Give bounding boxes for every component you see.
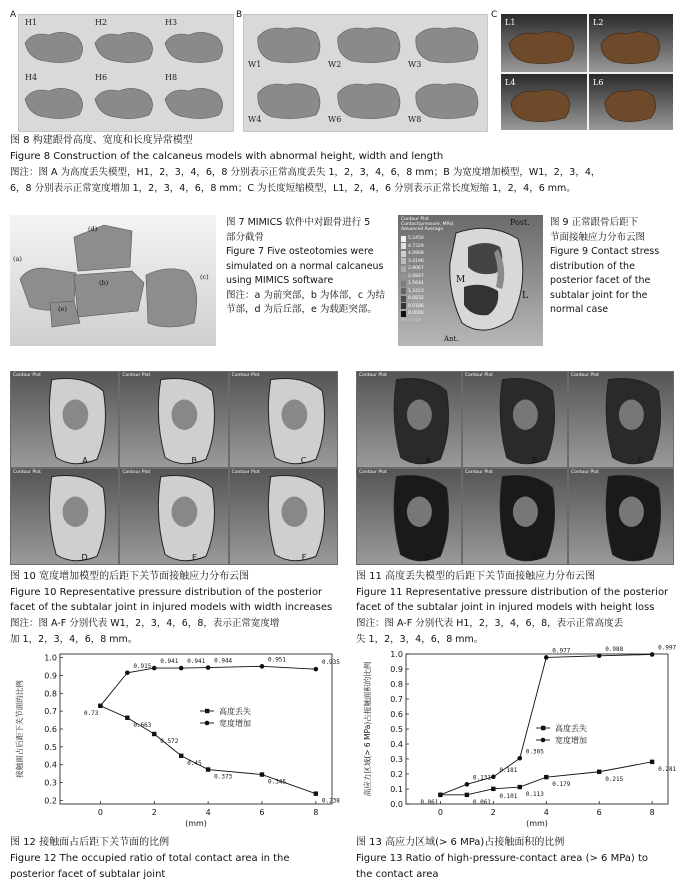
y-tick-label: 0.3 [390,755,403,764]
data-label: 0.305 [525,748,544,756]
fig10-contour-panel [11,469,118,564]
data-point [517,756,522,761]
contour-plot-header: Contour Plot [571,470,599,475]
x-tick-label: 0 [437,808,443,817]
model-label-l2: L2 [593,18,604,27]
fig8-panel-c-letter: C [491,10,498,20]
x-tick-label: 0 [97,808,103,817]
fig10-contour-panel [230,469,337,564]
fig13-title-en-1: Figure 13 Ratio of high-pressure-contact area (> 6 MPa) to [356,853,649,864]
data-label: 0.73 [83,709,99,717]
contour-plot-header: Contour Plot [571,373,599,378]
fig11-en-line1: Figure 11 Representative pressure distribution of the posterior [356,587,669,598]
fig11-contour-panel [357,372,461,467]
fig8-panel-b-letter: B [236,10,243,20]
contour-plot-header: Contour Plot [231,470,260,475]
y-tick-label: 0.4 [44,760,57,770]
fig11-contour-panel [357,469,461,564]
legend-marker [205,721,210,726]
fig9-legend-value: 3.4196 [408,258,424,264]
data-point [260,772,264,776]
y-tick-label: 0.1 [390,785,403,794]
y-tick-label: 1.0 [44,653,57,663]
fig7-caption-line: 节部，d 为后丘部，e 为载距突部。 [226,304,377,315]
model-label-h6: H6 [95,73,108,82]
fig7-caption [226,216,394,318]
data-label: 0.663 [133,721,152,729]
contour-panel-letter: F [638,553,644,562]
fig10-note-line1: 图注：图 A-F 分别代表 W1，2，3，4，6，8，表示正常宽度增 [10,618,280,629]
y-tick-label: 0.4 [390,740,403,749]
model-label-h8: H8 [165,73,178,82]
data-label: 0.179 [552,781,571,789]
segment-label-a: (a) [13,255,22,263]
y-tick-label: 0.0 [390,800,403,809]
fig8-title-cn: 图 8 构建跟骨高度、宽度和长度异常模型 [10,135,193,146]
fig10-contour-panel [120,372,227,467]
y-tick-label: 0.7 [390,695,403,704]
fig10-note-line2: 加 1，2，3，4，6，8 mm。 [10,634,138,645]
fig12-title-en-1: Figure 12 The occupied ratio of total contact area in the [10,853,290,864]
fig9-caption-line: normal case [550,304,609,315]
fig10-en-line1: Figure 10 Representative pressure distribution of the posterior [10,587,323,598]
legend-marker [205,709,209,713]
fig9-caption [550,216,680,318]
osteotomy-segments [20,225,197,327]
data-point [206,767,210,771]
data-label: 0.131 [472,774,491,782]
data-point [125,670,130,675]
fig9-caption-line: distribution of the [550,260,635,272]
fig9-label-m: M [456,275,466,285]
data-point [544,655,549,660]
data-label: 0.061 [472,798,491,806]
data-point [544,775,548,779]
fig9-caption-line: 图 9 正常跟骨后距下 [550,217,639,228]
data-label: 0.101 [499,792,518,800]
fig12-title-en-2: posterior facet of subtalar joint [10,869,166,880]
fig12-title-cn: 图 12 接触面占后距下关节面的比例 [10,837,170,848]
fig8-note-line2: 6，8 分别表示正常宽度增加 1，2，3，4，6，8 mm；C 为长度短缩模型，L1，2，4，6 分别表示正常长度短缩 1，2，4，6 mm。 [10,183,576,194]
data-label: 0.915 [133,662,152,670]
fig10-title-cn: 图 10 宽度增加模型的后距下关节面接触应力分布云图 [10,571,250,582]
data-point [465,793,469,797]
fig9-label-ant: Ant. [444,335,459,343]
contour-plot-header: Contour Plot [465,373,493,378]
data-label: 0.238 [321,797,340,805]
model-label-h1: H1 [25,18,38,27]
contour-facet-shape [569,372,673,467]
fig9-legend-value: 0.0000 [408,311,424,317]
x-tick-label: 2 [490,808,496,817]
segment-label-b: (b) [99,279,109,287]
data-point [152,666,157,671]
fig7-caption-line: simulated on a normal calcaneus [226,260,384,272]
data-label: 0.345 [267,778,287,786]
fig8-panel-c-image [501,14,673,130]
data-label: 0.181 [499,766,518,774]
fig9-label-post: Post. [510,218,530,227]
data-label: 0.215 [605,775,624,783]
y-tick-label: 0.6 [390,710,403,719]
data-point [260,664,265,669]
y-tick-label: 0.5 [44,742,57,752]
data-label: 0.373 [214,773,233,781]
fig9-legend-value: 0.6832 [408,296,424,302]
fig12-chart [10,648,340,832]
model-label-h3: H3 [165,18,178,27]
data-point [465,782,470,787]
data-point [179,754,183,758]
fig8-title-en: Figure 8 Construction of the calcaneus models with abnormal height, width and length [10,151,444,162]
data-label: 0.977 [552,647,571,655]
y-tick-label: 1.0 [390,650,403,659]
contour-plot-header: Contour Plot [122,373,151,378]
data-point [125,716,129,720]
contour-panel-letter: A [425,456,432,465]
calcaneus-model [258,28,478,119]
y-tick-label: 0.6 [44,725,57,734]
legend-label: 宽度增加 [219,719,251,728]
contour-facet-shape [463,372,567,467]
legend-marker [541,726,545,730]
data-label: 0.281 [658,765,677,773]
segment-label-d: (d) [88,225,98,233]
contour-panel-letter: C [637,456,644,465]
contour-facet-shape [230,469,337,564]
y-tick-label: 0.3 [44,778,57,788]
model-label-w8: W8 [408,115,422,124]
fig7-caption-line: 图 7 MIMICS 软件中对跟骨进行 5 [226,217,371,228]
plot-frame [406,654,668,804]
fig7-caption-line: 图注：a 为前突部，b 为体部，c 为结 [226,289,386,301]
data-label: 0.45 [187,759,202,767]
fig9-caption-line: Figure 9 Contact stress [550,246,660,257]
fig10-contour-panel [230,372,337,467]
y-tick-label: 0.5 [390,725,403,734]
data-point [491,775,496,780]
x-axis-label: (mm) [185,819,207,828]
fig9-legend-value: 5.2450 [408,236,424,242]
fig10-contour-panel [11,372,118,467]
contour-plot-header: Contour Plot [359,373,387,378]
fig9-legend-value: 4.7329 [408,243,424,249]
fig8-panel-b-image [243,14,488,132]
fig11-note-line1: 图注：图 A-F 分别代表 H1，2，3，4，6，8，表示正常高度丢 [356,618,624,629]
data-point [597,654,602,659]
plot-frame [60,654,332,804]
y-tick-label: 0.8 [390,680,403,689]
fig9-caption-line: posterior facet of the [550,275,651,286]
fig9-caption-line: 节面接触应力分布云图 [550,231,646,243]
fig11-contour-grid [356,371,674,565]
data-point [650,652,655,657]
model-label-w2: W2 [328,60,342,69]
fig7-caption-line: using MIMICS software [226,275,334,286]
fig10-contour-panel [120,469,227,564]
contour-panel-letter: F [301,553,307,562]
data-label: 0.941 [187,658,206,666]
data-point [491,787,495,791]
data-label: 0.941 [160,658,179,666]
y-tick-label: 0.2 [390,770,403,779]
segment-label-c: (c) [200,273,209,281]
contour-panel-letter: E [191,553,198,562]
fig11-title-cn: 图 11 高度丢失模型的后距下关节面接触应力分布云图 [356,571,596,582]
model-label-w4: W4 [248,115,262,124]
model-label-l4: L4 [505,78,516,87]
fig9-legend-value: 2.0847 [408,273,424,279]
x-tick-label: 6 [259,808,265,817]
fig9-caption-line: subtalar joint for the [550,289,648,301]
model-label-h2: H2 [95,18,108,27]
data-point [650,760,654,764]
x-tick-label: 4 [205,808,211,817]
y-axis-label: 接触面占后距下关节面的比例 [15,680,24,778]
data-label: 0.113 [525,791,544,799]
contour-plot-header: Contour Plot [359,470,387,475]
fig7-caption-line: 部分截骨 [226,231,265,243]
fig10-en-line2: facet of the subtalar joint in injured models with width increases [10,602,333,613]
contour-plot-header: Contour Plot [465,470,493,475]
calcaneus-model [25,32,223,118]
fig11-contour-panel [463,372,567,467]
contour-facet-shape [120,372,227,467]
y-axis-label: 高应力区域(> 6 MPa)占接触面积的比例 [363,661,372,797]
data-point [179,666,184,671]
data-label: 0.997 [658,644,677,652]
y-tick-label: 0.2 [44,796,57,806]
data-point [438,793,443,798]
legend-marker [541,738,546,743]
segment-label-e: (e) [58,305,67,313]
legend-label: 高度丢失 [219,707,251,716]
model-label-l6: L6 [593,78,604,87]
calcaneus-model [509,32,660,122]
fig9-legend-tail: No result [401,317,422,323]
fig11-contour-panel [463,469,567,564]
model-label-l1: L1 [505,18,516,27]
contour-facet-shape [230,372,337,467]
x-tick-label: 8 [313,808,319,817]
fig7-caption-line: Figure 7 Five osteotomies were [226,246,374,257]
fig13-title-cn: 图 13 高应力区域(> 6 MPa)占接触面积的比例 [356,837,565,848]
fig9-legend-value: 4.0909 [408,251,424,257]
model-label-h4: H4 [25,73,38,82]
model-label-w1: W1 [248,60,262,69]
fig10-contour-grid [10,371,338,565]
x-tick-label: 8 [649,808,655,817]
fig11-contour-panel [569,469,673,564]
data-point [98,703,103,708]
contour-panel-letter: B [531,456,538,465]
data-label: 0.572 [160,738,179,745]
data-point [597,770,601,774]
data-label: 0.951 [267,656,287,664]
fig9-contour-image [398,215,543,346]
data-point [314,791,318,795]
fig11-en-line2: facet of the subtalar joint in injured models with height loss [356,602,655,613]
data-point [518,785,522,789]
contour-facet-shape [463,469,567,564]
x-tick-label: 6 [596,808,602,817]
data-label: 0.988 [605,645,624,653]
x-tick-label: 2 [151,808,157,817]
fig8-panel-a-letter: A [10,10,17,20]
y-tick-label: 0.9 [44,671,57,681]
data-label: 0.935 [321,659,340,667]
fig9-label-l: L [522,291,528,301]
y-tick-label: 0.8 [44,689,57,699]
x-tick-label: 4 [543,808,549,817]
contour-plot-header: Contour Plot [122,470,151,475]
fig9-header-line: Contour Plot [401,217,429,222]
contour-facet-shape [569,469,673,564]
legend-label: 宽度增加 [555,736,587,745]
y-tick-label: 0.7 [44,707,57,717]
model-label-w6: W6 [328,115,342,124]
data-point [314,667,319,672]
series-line [100,666,315,705]
contour-panel-letter: E [532,553,538,562]
fig11-note-line2: 失 1，2，3，4，6，8 mm。 [356,634,484,645]
fig13-title-en-2: the contact area [356,869,439,880]
contour-facet-shape [357,469,461,564]
data-label: 0.061 [420,798,439,806]
legend-label: 高度丢失 [555,724,587,733]
fig7-image [10,215,216,346]
x-axis-label: (mm) [526,819,548,828]
contour-panel-letter: A [82,456,88,465]
fig9-header-line: Contact(pressure, MPa) [401,222,454,227]
fig13-chart [356,644,677,832]
data-point [206,665,211,670]
contour-panel-letter: D [425,553,432,562]
contour-plot-header: Contour Plot [13,373,41,378]
model-label-w3: W3 [408,60,422,69]
fig9-legend-value: 1.5644 [408,281,424,287]
fig9-legend-value: 1.2413 [408,288,424,294]
fig9-legend-value: 2.8067 [408,266,424,272]
contour-panel-letter: C [300,456,307,465]
contour-facet-shape [357,372,461,467]
y-tick-label: 0.9 [390,665,403,674]
contour-plot-header: Contour Plot [13,470,41,475]
contour-plot-header: Contour Plot [231,373,260,378]
fig9-header-line: Advanced Average [401,227,444,232]
contour-facet-shape [11,372,118,467]
fig8-note-line1: 图注：图 A 为高度丢失模型，H1，2，3，4，6，8 分别表示正常高度丢失 1，2，3，4，6，8 mm；B 为宽度增加模型，W1，2，3，4， [10,167,601,178]
fig11-contour-panel [569,372,673,467]
contour-panel-letter: B [191,456,198,465]
contour-facet-shape [11,469,118,564]
fig9-legend-value: 0.0186 [408,303,424,309]
data-label: 0.944 [214,657,233,665]
fig8-panel-a-image [18,14,234,132]
contour-facet-shape [120,469,227,564]
data-point [152,732,156,736]
contour-panel-letter: D [81,553,88,562]
